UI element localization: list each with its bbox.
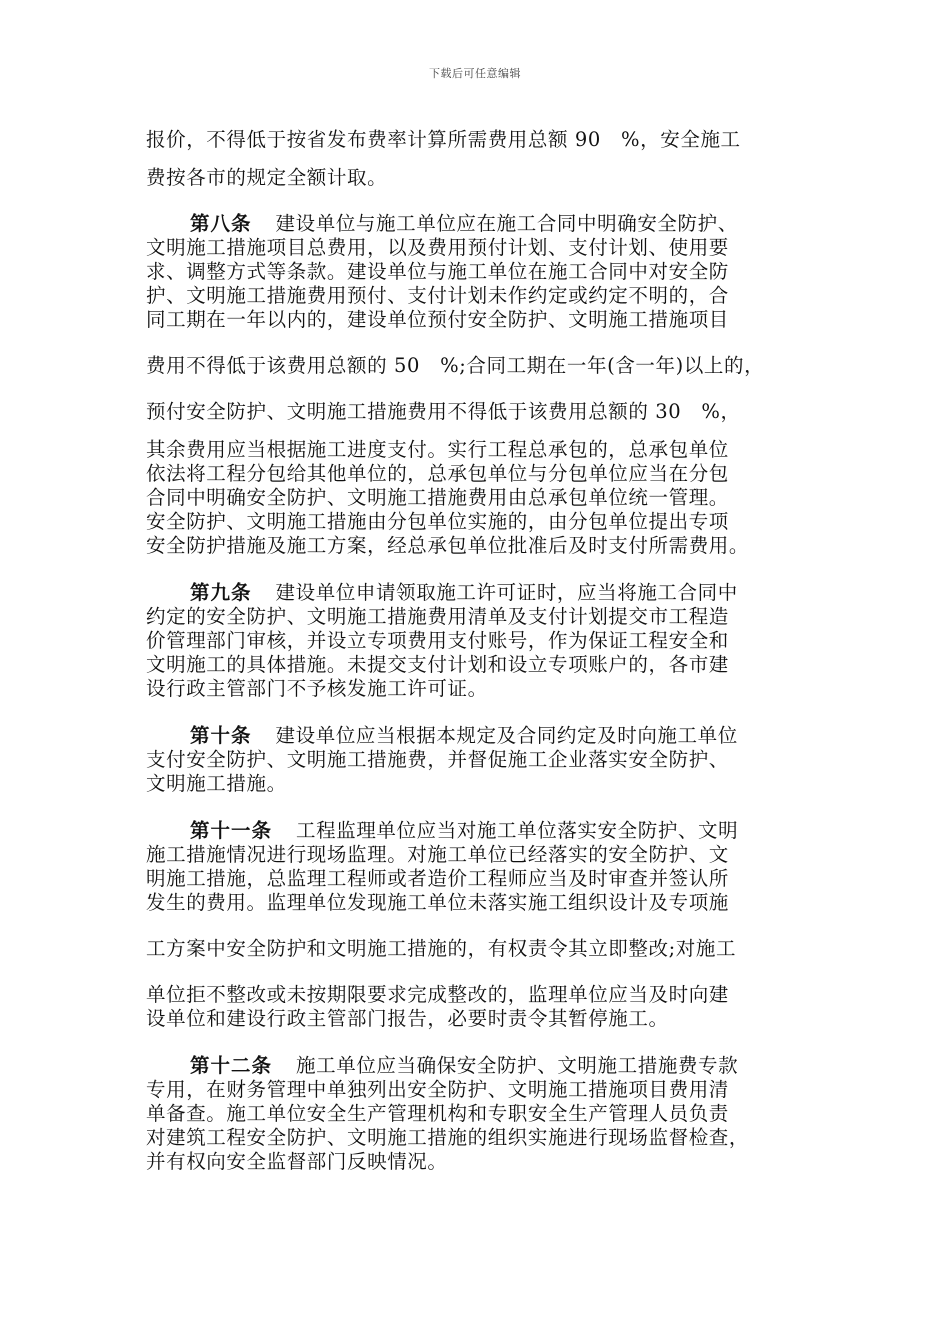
- article-9-title: 第九条: [190, 581, 252, 604]
- text-line: 价管理部门审核，并设立专项费用支付账号，作为保证工程安全和: [146, 629, 729, 652]
- text-line: 并有权向安全监督部门反映情况。: [146, 1150, 448, 1173]
- article-12: [146, 1054, 806, 1174]
- article-10-title: 第十条: [190, 724, 252, 747]
- text-line: [146, 212, 806, 236]
- text-line: 约定的安全防护、文明施工措施费用清单及支付计划提交市工程造: [146, 605, 729, 628]
- text-line: 设行政主管部门不予核发施工许可证。: [146, 677, 488, 700]
- text-line: 费用不得低于该费用总额的 50 %;合同工期在一年(含一年)以上的，: [146, 354, 765, 377]
- text-line: 安全防护措施及施工方案，经总承包单位批准后及时支付所需费用。: [146, 534, 750, 557]
- text-line: 文明施工的具体措施。未提交支付计划和设立专项账户的，各市建: [146, 653, 729, 676]
- text-line: 单备查。施工单位安全生产管理机构和专职安全生产管理人员负责: [146, 1102, 729, 1125]
- article-9-text: 建设单位申请领取施工许可证时，应当将施工合同中: [275, 581, 738, 604]
- text-line: 发生的费用。监理单位发现施工单位未落实施工组织设计及专项施: [146, 891, 729, 914]
- text-line: 其余费用应当根据施工进度支付。实行工程总承包的，总承包单位: [146, 438, 729, 461]
- text-line: 专用，在财务管理中单独列出安全防护、文明施工措施项目费用清: [146, 1078, 729, 1101]
- text-line: 预付安全防护、文明施工措施费用不得低于该费用总额的 30 %，: [146, 400, 741, 423]
- text-line: 施工措施情况进行现场监理。对施工单位已经落实的安全防护、文: [146, 843, 729, 866]
- article-11-title: 第十一条: [190, 819, 273, 842]
- article-12-text: 施工单位应当确保安全防护、文明施工措施费专款: [296, 1054, 739, 1077]
- text-line: 对建筑工程安全防护、文明施工措施的组织实施进行现场监督检查，: [146, 1126, 750, 1149]
- text-line: 工方案中安全防护和文明施工措施的，有权责令其立即整改;对施工: [146, 937, 737, 960]
- text-line: 文明施工措施项目总费用，以及费用预付计划、支付计划、使用要: [146, 236, 729, 259]
- text-line: 求、调整方式等条款。建设单位与施工单位在施工合同中对安全防: [146, 260, 729, 283]
- text-line: 设单位和建设行政主管部门报告，必要时责令其暂停施工。: [146, 1007, 669, 1030]
- text-line: 护、文明施工措施费用预付、支付计划未作约定或约定不明的，合: [146, 284, 729, 307]
- article-10-text: 建设单位应当根据本规定及合同约定及时向施工单位: [275, 724, 738, 747]
- document-body: [146, 128, 806, 1174]
- article-11-text: 工程监理单位应当对施工单位落实安全防护、文明: [296, 819, 739, 842]
- text-line: 依法将工程分包给其他单位的，总承包单位与分包单位应当在分包: [146, 462, 729, 485]
- article-10: [146, 724, 806, 796]
- text-line: 报价，不得低于按省发布费率计算所需费用总额 90 %，安全施工: [146, 128, 741, 151]
- article-8: [146, 212, 806, 558]
- text-line: 支付安全防护、文明施工措施费，并督促施工企业落实安全防护、: [146, 748, 729, 771]
- article-12-title: 第十二条: [190, 1054, 273, 1077]
- text-line: 同工期在一年以内的，建设单位预付安全防护、文明施工措施项目: [146, 308, 729, 331]
- article-11: [146, 819, 806, 1031]
- text-line: [146, 581, 806, 605]
- text-line: [146, 819, 806, 843]
- text-line: 费按各市的规定全额计取。: [146, 166, 388, 189]
- text-line: [146, 1054, 806, 1078]
- article-8-text: 建设单位与施工单位应在施工合同中明确安全防护、: [275, 212, 738, 235]
- page-header-note: 下载后可任意编辑: [429, 67, 521, 80]
- text-line: 安全防护、文明施工措施由分包单位实施的，由分包单位提出专项: [146, 510, 729, 533]
- text-line: 文明施工措施。: [146, 772, 287, 795]
- article-8-title: 第八条: [190, 212, 252, 235]
- text-line: [146, 724, 806, 748]
- paragraph-continuation: [146, 128, 806, 190]
- text-line: 明施工措施，总监理工程师或者造价工程师应当及时审查并签认所: [146, 867, 729, 890]
- text-line: 单位拒不整改或未按期限要求完成整改的，监理单位应当及时向建: [146, 983, 729, 1006]
- article-9: [146, 581, 806, 701]
- text-line: 合同中明确安全防护、文明施工措施费用由总承包单位统一管理。: [146, 486, 729, 509]
